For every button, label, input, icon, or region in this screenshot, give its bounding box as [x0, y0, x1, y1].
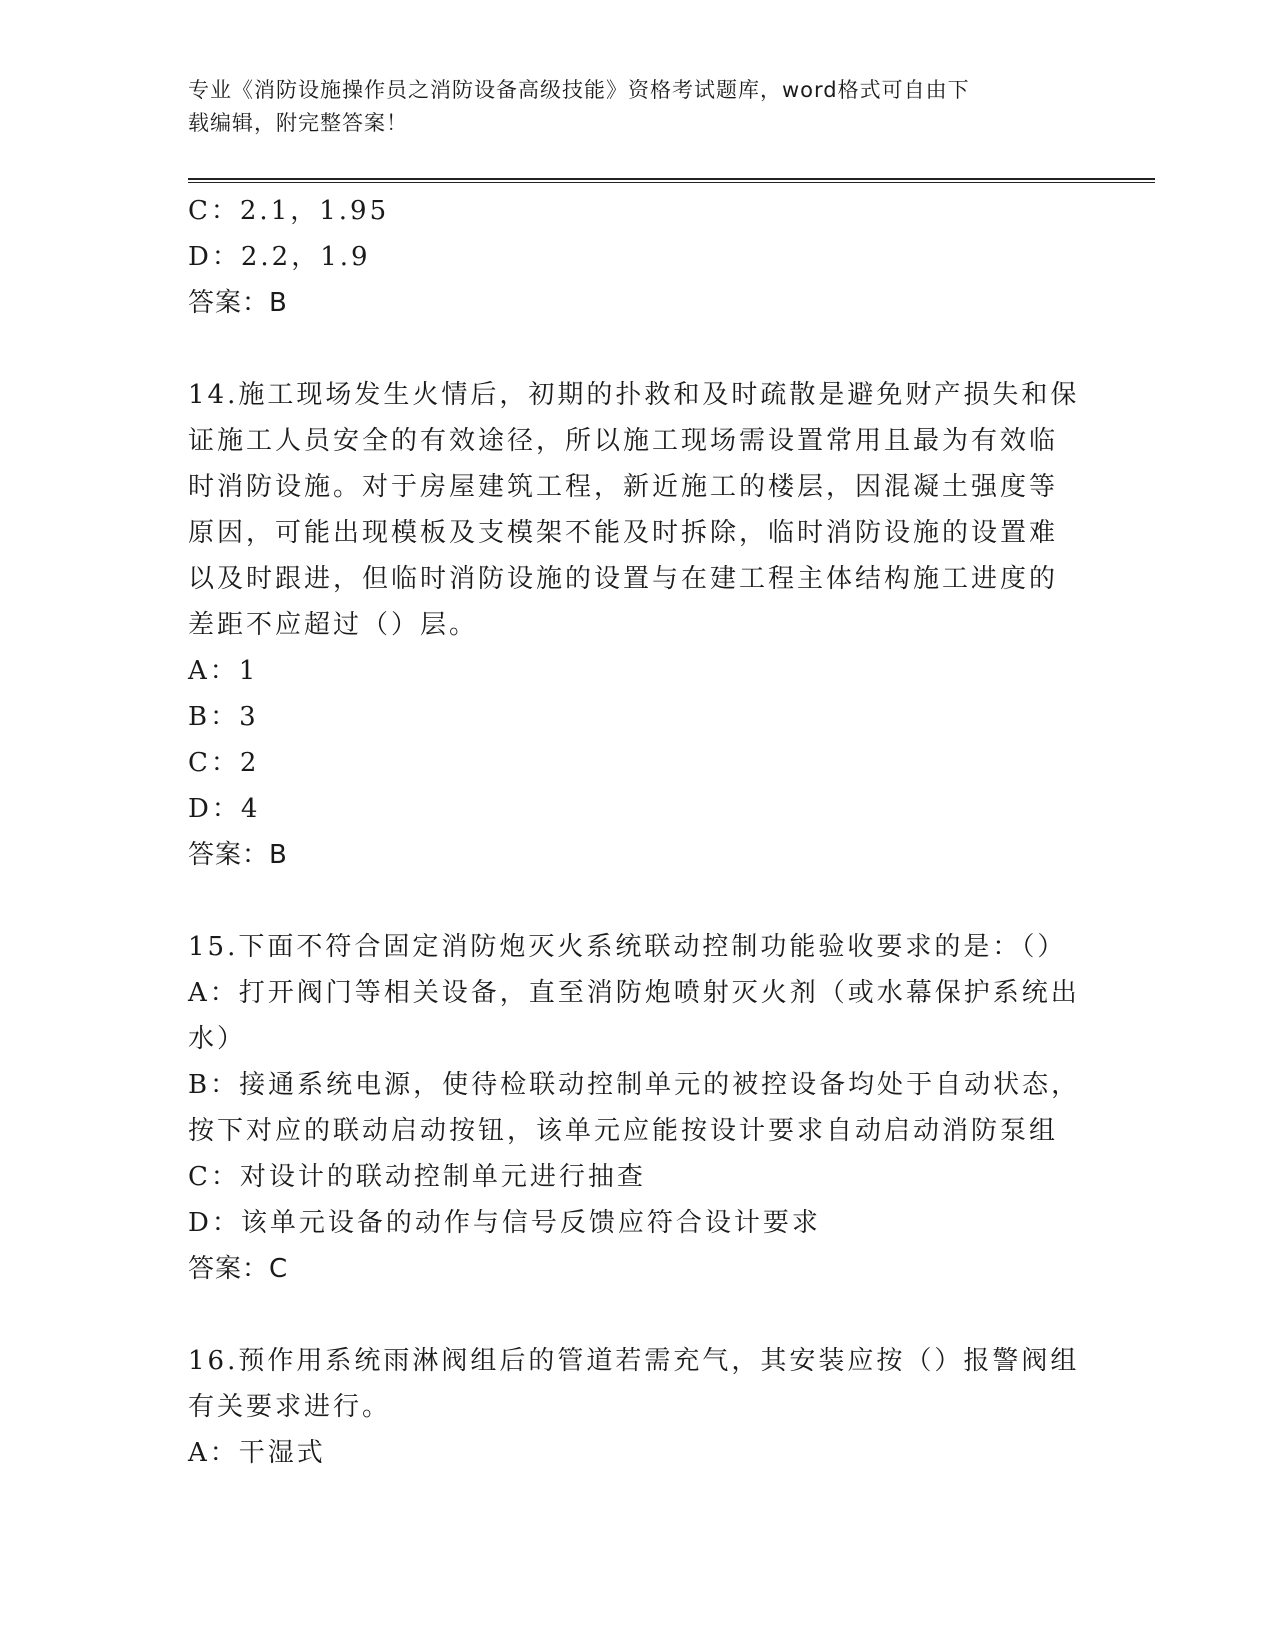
- q15-option-c: C：对设计的联动控制单元进行抽查: [188, 1162, 646, 1192]
- header-line-1: 专业《消防设施操作员之消防设备高级技能》资格考试题库，word格式可自由下: [188, 78, 970, 102]
- q14-option-b: B：3: [188, 702, 259, 732]
- spacer: [188, 878, 1098, 924]
- question-content: [188, 188, 1098, 1476]
- q15-answer: 答案：C: [188, 1254, 289, 1284]
- q14-option-a: A：1: [188, 656, 259, 686]
- q14-stem-line: 差距不应超过（）层。: [188, 610, 479, 640]
- q14-stem-line: 证施工人员安全的有效途径，所以施工现场需设置常用且最为有效临: [188, 426, 1059, 456]
- q15-stem: 15.下面不符合固定消防炮灭火系统联动控制功能验收要求的是：（）: [188, 932, 1067, 962]
- q14-stem-line: 时消防设施。对于房屋建筑工程，新近施工的楼层，因混凝土强度等: [188, 472, 1059, 502]
- q14-stem-line: 14.施工现场发生火情后，初期的扑救和及时疏散是避免财产损失和保: [188, 380, 1080, 410]
- q15-option-a-cont: 水）: [188, 1024, 247, 1054]
- q15-option-d: D：该单元设备的动作与信号反馈应符合设计要求: [188, 1208, 821, 1238]
- spacer: [188, 326, 1098, 372]
- q14-stem-line: 原因，可能出现模板及支模架不能及时拆除，临时消防设施的设置难: [188, 518, 1059, 548]
- header-rule-thin: [188, 182, 1155, 183]
- q13-answer: 答案：B: [188, 288, 288, 318]
- q15-option-b: B：接通系统电源，使待检联动控制单元的被控设备均处于自动状态，: [188, 1070, 1081, 1100]
- header-rule-thick: [188, 178, 1155, 180]
- document-header: [188, 74, 1068, 140]
- q13-option-d: D：2.2，1.9: [188, 242, 371, 272]
- q16-option-a: A：干湿式: [188, 1438, 326, 1468]
- q15-option-a: A：打开阀门等相关设备，直至消防炮喷射灭火剂（或水幕保护系统出: [188, 978, 1080, 1008]
- q14-stem-line: 以及时跟进，但临时消防设施的设置与在建工程主体结构施工进度的: [188, 564, 1059, 594]
- q14-option-d: D：4: [188, 794, 261, 824]
- q13-option-c: C：2.1，1.95: [188, 196, 390, 226]
- q14-option-c: C：2: [188, 748, 260, 778]
- q16-stem-line: 有关要求进行。: [188, 1392, 392, 1422]
- spacer: [188, 1292, 1098, 1338]
- header-line-2: 载编辑，附完整答案！: [188, 111, 408, 135]
- q16-stem-line: 16.预作用系统雨淋阀组后的管道若需充气，其安装应按（）报警阀组: [188, 1346, 1080, 1376]
- q14-answer: 答案：B: [188, 840, 288, 870]
- q15-option-b-cont: 按下对应的联动启动按钮，该单元应能按设计要求自动启动消防泵组: [188, 1116, 1059, 1146]
